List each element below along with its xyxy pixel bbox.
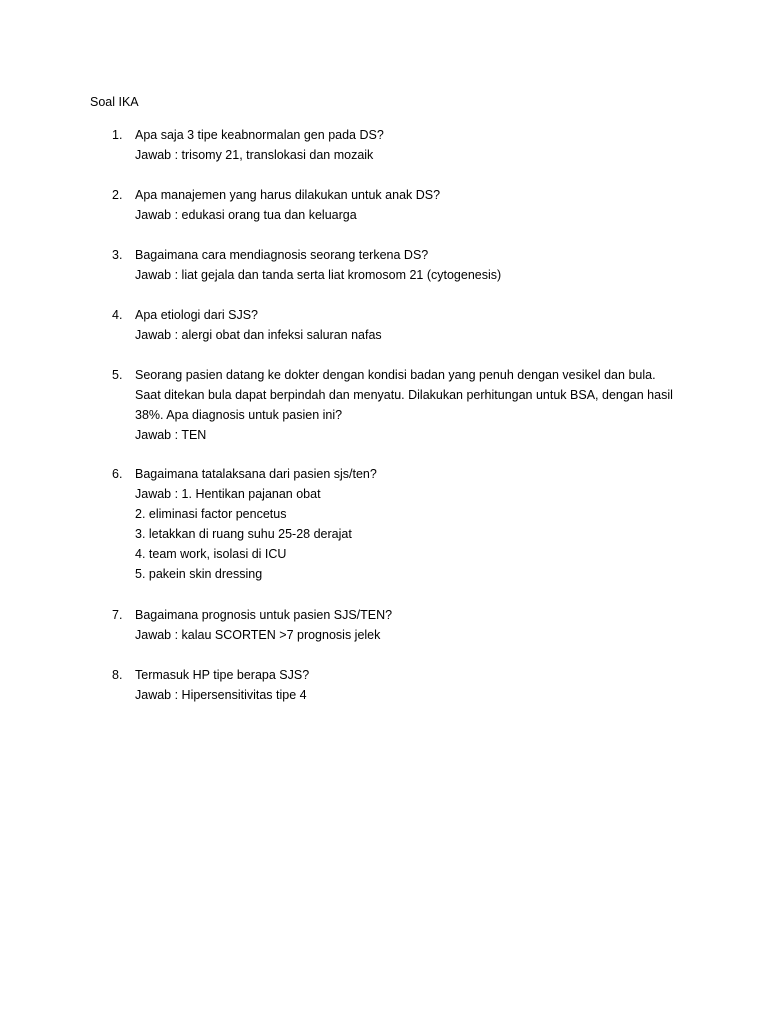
answer-text: Jawab : alergi obat dan infeksi saluran nafas bbox=[135, 328, 382, 342]
question-text: 38%. Apa diagnosis untuk pasien ini? bbox=[135, 408, 343, 422]
question-number: 6. bbox=[112, 467, 123, 481]
answer-text: Jawab : 1. Hentikan pajanan obat bbox=[135, 487, 321, 501]
question-text: Termasuk HP tipe berapa SJS? bbox=[135, 668, 310, 682]
question-number: 1. bbox=[112, 128, 123, 142]
question-number: 7. bbox=[112, 608, 123, 622]
answer-step: 5. pakein skin dressing bbox=[135, 567, 263, 581]
answer-text: Jawab : kalau SCORTEN >7 prognosis jelek bbox=[135, 628, 381, 642]
question-number: 8. bbox=[112, 668, 123, 682]
question-text: Bagaimana tatalaksana dari pasien sjs/ten? bbox=[135, 467, 377, 481]
question-number: 3. bbox=[112, 248, 123, 262]
question-text: Bagaimana prognosis untuk pasien SJS/TEN? bbox=[135, 608, 393, 622]
answer-step: 2. eliminasi factor pencetus bbox=[135, 507, 287, 521]
answer-text: Jawab : Hipersensitivitas tipe 4 bbox=[135, 688, 307, 702]
question-text: Saat ditekan bula dapat berpindah dan menyatu. Dilakukan perhitungan untuk BSA, dengan hasil bbox=[135, 388, 673, 402]
answer-step: 4. team work, isolasi di ICU bbox=[135, 547, 287, 561]
question-text: Seorang pasien datang ke dokter dengan kondisi badan yang penuh dengan vesikel dan bula. bbox=[135, 368, 656, 382]
answer-text: Jawab : TEN bbox=[135, 428, 207, 442]
document-title: Soal IKA bbox=[90, 95, 139, 109]
question-text: Apa manajemen yang harus dilakukan untuk anak DS? bbox=[135, 188, 441, 202]
answer-text: Jawab : liat gejala dan tanda serta liat kromosom 21 (cytogenesis) bbox=[135, 268, 502, 282]
question-number: 5. bbox=[112, 368, 123, 382]
answer-step: 3. letakkan di ruang suhu 25-28 derajat bbox=[135, 527, 352, 541]
question-text: Apa saja 3 tipe keabnormalan gen pada DS? bbox=[135, 128, 384, 142]
answer-text: Jawab : edukasi orang tua dan keluarga bbox=[135, 208, 357, 222]
question-number: 2. bbox=[112, 188, 123, 202]
question-number: 4. bbox=[112, 308, 123, 322]
answer-text: Jawab : trisomy 21, translokasi dan mozaik bbox=[135, 148, 374, 162]
question-text: Bagaimana cara mendiagnosis seorang terkena DS? bbox=[135, 248, 429, 262]
question-text: Apa etiologi dari SJS? bbox=[135, 308, 258, 322]
